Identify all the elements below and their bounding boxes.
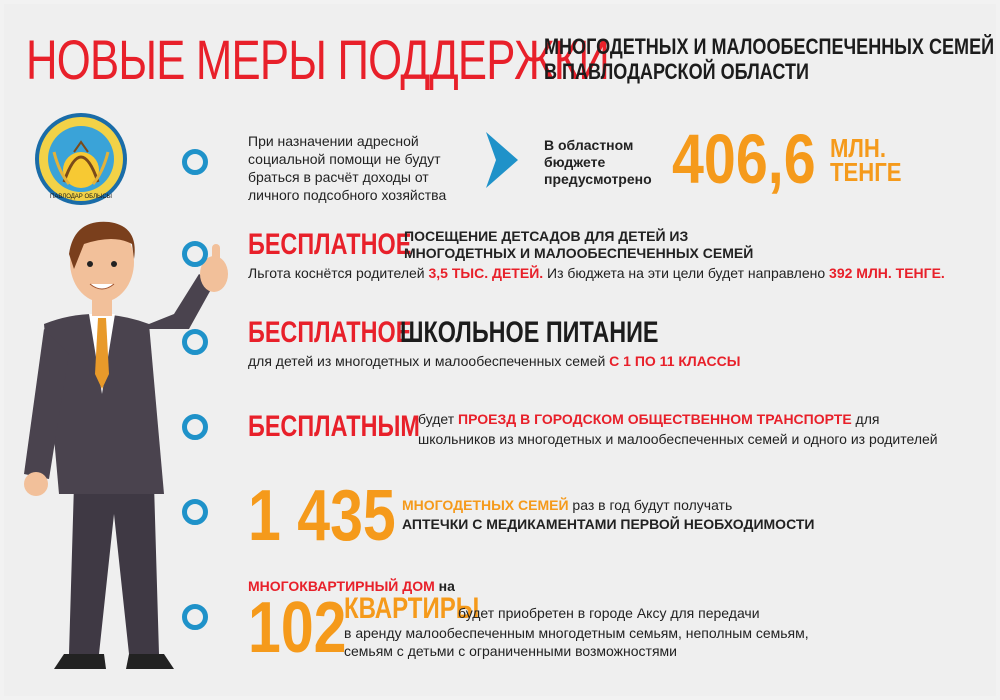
page-subtitle: МНОГОДЕТНЫХ И МАЛООБЕСПЕЧЕННЫХ СЕМЕЙ В ПАВЛОДАРСКОЙ ОБЛАСТИ	[544, 34, 995, 84]
budget-label: В областном бюджете предусмотрено	[544, 137, 652, 187]
arrow-right-icon	[482, 128, 522, 192]
item5-detail: МНОГОДЕТНЫХ СЕМЕЙ раз в год будут получать	[402, 497, 733, 513]
bullet-3	[182, 329, 208, 355]
item4-detail-line2: школьников из многодетных и малообеспеченных семей и одного из родителей	[418, 431, 938, 447]
item2-detail: Льгота коснётся родителей 3,5 ТЫС. ДЕТЕЙ. Из бюджета на эти цели будет направлено 392 МЛН. ТЕНГЕ.	[248, 265, 945, 281]
item2-heading: БЕСПЛАТНОЕ	[248, 228, 412, 261]
item6-heading: МНОГОКВАРТИРНЫЙ ДОМ на	[248, 578, 455, 594]
bullet-2	[182, 241, 208, 267]
item4-heading: БЕСПЛАТНЫМ	[248, 410, 420, 443]
item6-word: КВАРТИРЫ	[344, 592, 480, 625]
item5-number: 1 435	[248, 476, 396, 556]
bullet-6	[182, 604, 208, 630]
bullet-4	[182, 414, 208, 440]
infographic	[4, 4, 996, 696]
page-title: НОВЫЕ МЕРЫ ПОДДЕРЖКИ	[26, 28, 609, 91]
item3-detail: для детей из многодетных и малообеспеченных семей С 1 ПО 11 КЛАССЫ	[248, 353, 741, 369]
bullet-5	[182, 499, 208, 525]
item3-heading: ШКОЛЬНОЕ ПИТАНИЕ	[400, 316, 659, 349]
budget-amount: 406,6	[672, 120, 816, 198]
item1-text: При назначении адресной социальной помощи не будут браться в расчёт доходы от личного подсобного хозяйства	[248, 133, 447, 203]
item5-detail-line2: АПТЕЧКИ С МЕДИКАМЕНТАМИ ПЕРВОЙ НЕОБХОДИМОСТИ	[402, 516, 815, 532]
item4-detail: будет ПРОЕЗД В ГОРОДСКОМ ОБЩЕСТВЕННОМ ТРАНСПОРТЕ для	[418, 411, 880, 427]
businessman-illustration	[14, 214, 244, 684]
item6-line1: будет приобретен в городе Аксу для передачи	[458, 605, 760, 621]
budget-unit: МЛН. ТЕНГЕ	[830, 133, 902, 187]
item6-line3: семьям с детьми с ограниченными возможностями	[344, 643, 677, 659]
bullet-1	[182, 149, 208, 175]
item6-number: 102	[248, 588, 347, 668]
item2-description: ПОСЕЩЕНИЕ ДЕТСАДОВ ДЛЯ ДЕТЕЙ ИЗ МНОГОДЕТНЫХ И МАЛООБЕСПЕЧЕННЫХ СЕМЕЙ	[404, 228, 754, 261]
svg-text:ПАВЛОДАР ОБЛЫСЫ: ПАВЛОДАР ОБЛЫСЫ	[50, 194, 112, 200]
item3-heading-red: БЕСПЛАТНОЕ	[248, 316, 412, 349]
region-emblem-icon	[34, 112, 128, 206]
item6-line2: в аренду малообеспеченным многодетным семьям, неполным семьям,	[344, 625, 809, 641]
